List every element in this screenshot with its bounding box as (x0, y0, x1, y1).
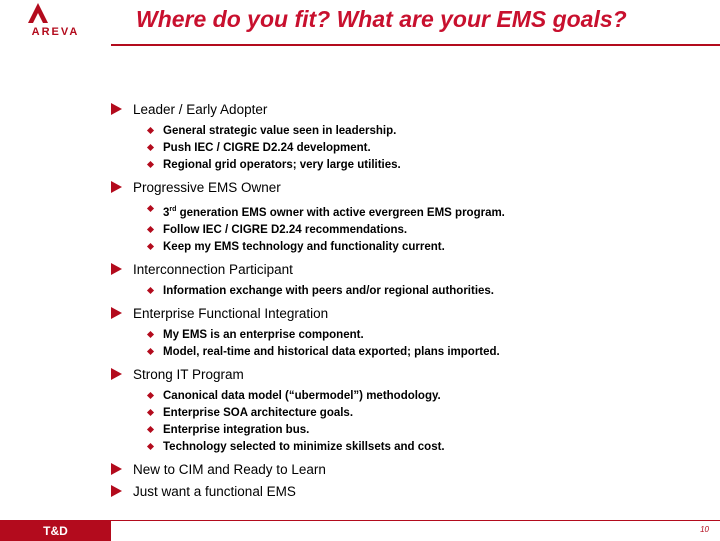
section-item (111, 367, 711, 456)
page-number: 10 (700, 525, 709, 534)
diamond-bullet-icon (147, 348, 154, 355)
diamond-bullet-icon (147, 443, 154, 450)
sub-point-text: Keep my EMS technology and functionality current. (163, 240, 445, 253)
section-item (111, 462, 711, 478)
triangle-bullet-icon (111, 463, 122, 475)
areva-a-icon (27, 2, 49, 24)
diamond-bullet-icon (147, 409, 154, 416)
diamond-bullet-icon (147, 426, 154, 433)
sub-point (147, 388, 711, 405)
sub-point (147, 140, 711, 157)
sub-point (147, 283, 711, 300)
diamond-bullet-icon (147, 243, 154, 250)
sub-point-text: Enterprise SOA architecture goals. (163, 406, 354, 419)
triangle-bullet-icon (111, 103, 122, 115)
sub-point-text: Information exchange with peers and/or regional authorities. (163, 284, 495, 297)
footer (0, 520, 720, 541)
section-item (111, 102, 711, 174)
section-item (111, 306, 711, 361)
sub-point-text: Technology selected to minimize skillsets and cost. (163, 440, 445, 453)
sub-point (147, 405, 711, 422)
diamond-bullet-icon (147, 144, 154, 151)
section-heading: Progressive EMS Owner (133, 180, 281, 195)
sub-point-text: Regional grid operators; very large utilities. (163, 159, 401, 171)
section-heading: Interconnection Participant (133, 261, 293, 277)
section-heading: Just want a functional EMS (133, 483, 296, 499)
section-heading: Enterprise Functional Integration (133, 305, 329, 321)
sub-point (147, 157, 711, 174)
sub-point (147, 439, 711, 456)
title-divider (111, 44, 720, 46)
division-label: T&D (0, 521, 111, 541)
diamond-bullet-icon (147, 226, 154, 233)
sub-point (147, 327, 711, 344)
page-title: Where do you fit? What are your EMS goals? (136, 6, 627, 32)
areva-logo (0, 0, 111, 58)
section-heading: Leader / Early Adopter (133, 102, 268, 117)
triangle-bullet-icon (111, 368, 122, 380)
diamond-bullet-icon (147, 205, 154, 212)
sidebar (0, 0, 111, 540)
diamond-bullet-icon (147, 392, 154, 399)
goal-list (111, 102, 711, 500)
diamond-bullet-icon (147, 331, 154, 338)
triangle-bullet-icon (111, 263, 122, 275)
sub-point-text: Follow IEC / CIGRE D2.24 recommendations. (163, 223, 408, 236)
sub-point-text: Canonical data model (“ubermodel”) methodology. (163, 389, 441, 402)
sub-point-text: 3rd generation EMS owner with active evergreen EMS program. (163, 206, 505, 219)
section-item (111, 484, 711, 500)
sub-point (147, 222, 711, 239)
section-heading: New to CIM and Ready to Learn (133, 461, 326, 477)
section-item (111, 180, 711, 256)
logo-text: AREVA (31, 26, 80, 38)
sub-point (147, 344, 711, 361)
diamond-bullet-icon (147, 127, 154, 134)
sub-point-text: My EMS is an enterprise component. (163, 328, 364, 341)
sub-point (147, 123, 711, 140)
diamond-bullet-icon (147, 287, 154, 294)
sub-point (147, 239, 711, 256)
diamond-bullet-icon (147, 161, 154, 168)
sidebar-band (0, 58, 111, 520)
slide-content (111, 102, 711, 506)
sub-point-text: Push IEC / CIGRE D2.24 development. (163, 142, 371, 154)
triangle-bullet-icon (111, 307, 122, 319)
section-item (111, 262, 711, 300)
sub-point (147, 201, 711, 222)
section-heading: Strong IT Program (133, 366, 244, 382)
sub-point-text: Enterprise integration bus. (163, 423, 310, 436)
triangle-bullet-icon (111, 181, 122, 193)
sub-point (147, 422, 711, 439)
sub-point-text: General strategic value seen in leadership. (163, 125, 397, 137)
sub-point-text: Model, real-time and historical data exported; plans imported. (163, 345, 500, 358)
triangle-bullet-icon (111, 485, 122, 497)
